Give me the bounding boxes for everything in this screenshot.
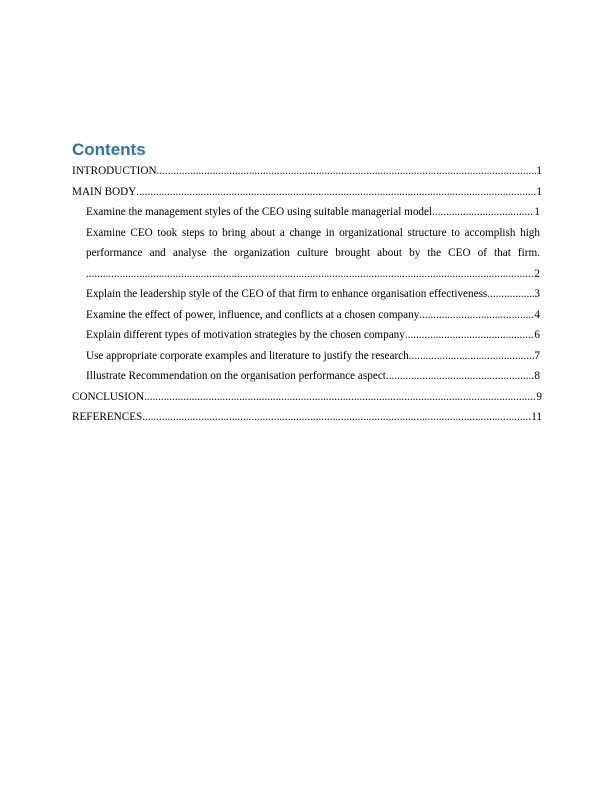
toc-entry-introduction[interactable] xyxy=(72,161,542,182)
toc-entry-label: Explain different types of motivation strategies by the chosen company xyxy=(86,329,405,341)
dot-leader xyxy=(490,284,534,305)
toc-entry-label: REFERENCES xyxy=(72,411,143,423)
toc-entry-label: Illustrate Recommendation on the organisation performance aspect xyxy=(86,370,386,382)
toc-entry-page: 11 xyxy=(531,411,542,423)
toc-entry-label: Examine CEO took steps to bring about a change in organizational structure to accomplish high performance and analyse the organization culture brought about by the CEO of that firm. xyxy=(86,226,540,259)
toc-entry-references[interactable] xyxy=(72,407,542,428)
toc-entry-label: Examine the management styles of the CEO using suitable managerial model xyxy=(86,206,433,218)
toc-entry-corporate-examples[interactable] xyxy=(72,346,540,367)
toc-entry-organizational-structure[interactable] xyxy=(72,223,540,285)
toc-entry-main-body[interactable] xyxy=(72,182,542,203)
toc-entry-management-styles[interactable] xyxy=(72,202,540,223)
toc-heading: Contents xyxy=(72,140,146,159)
toc-entry-label: Explain the leadership style of the CEO of that firm to enhance organisation effectiveness. xyxy=(86,288,491,300)
toc-entry-page: 2 xyxy=(534,267,540,280)
toc-entry-label: MAIN BODY xyxy=(72,185,137,198)
dot-leader xyxy=(136,182,536,203)
toc-entry-page: 8 xyxy=(534,370,540,382)
toc-entry-page: 3 xyxy=(534,288,540,300)
toc-entry-page: 6 xyxy=(534,329,540,341)
dot-leader xyxy=(386,366,535,387)
toc-entry-page: 4 xyxy=(534,308,540,321)
toc-entry-conclusion[interactable] xyxy=(72,387,542,408)
toc-entry-recommendation[interactable] xyxy=(72,366,540,387)
toc-entry-label: Examine the effect of power, influence, and conflicts at a chosen company xyxy=(86,308,420,321)
toc-entry-leadership-style[interactable] xyxy=(72,284,540,305)
toc-entry-label: INTRODUCTION xyxy=(72,165,157,177)
dot-leader xyxy=(86,264,534,285)
toc-entry-page: 1 xyxy=(534,206,540,218)
dot-leader xyxy=(144,387,536,408)
table-of-contents xyxy=(72,139,542,428)
dot-leader xyxy=(157,161,537,182)
dot-leader xyxy=(419,305,534,326)
toc-entry-label: Use appropriate corporate examples and literature to justify the research. xyxy=(86,349,412,362)
toc-entry-motivation-strategies[interactable] xyxy=(72,325,540,346)
dot-leader xyxy=(432,202,534,223)
toc-entry-label: CONCLUSION xyxy=(72,390,145,403)
dot-leader xyxy=(412,346,535,367)
toc-entry-page: 1 xyxy=(536,165,542,177)
dot-leader xyxy=(142,407,531,428)
toc-entry-page: 7 xyxy=(534,349,540,362)
dot-leader xyxy=(405,325,535,346)
toc-entry-page: 1 xyxy=(536,185,542,198)
toc-entry-power-influence[interactable] xyxy=(72,305,540,326)
toc-entry-page: 9 xyxy=(536,390,542,403)
